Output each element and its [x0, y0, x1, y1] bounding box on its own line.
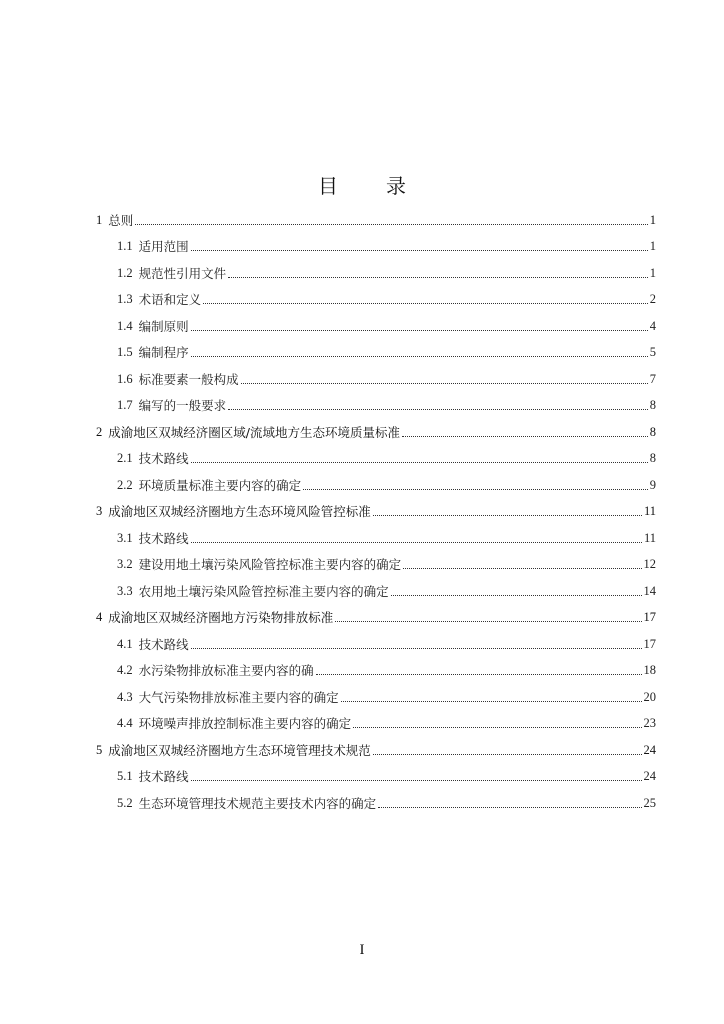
toc-section-entry[interactable] [96, 519, 656, 546]
toc-section-entry[interactable] [96, 440, 656, 467]
toc-entry-title: 技术路线 [138, 636, 189, 652]
toc-section-entry[interactable] [96, 334, 656, 361]
toc-dot-leader [191, 780, 642, 781]
toc-entry-title: 大气污染物排放标准主要内容的确定 [138, 689, 339, 705]
toc-section-entry[interactable] [96, 387, 656, 414]
toc-section-entry[interactable] [96, 360, 656, 387]
toc-section-entry[interactable] [96, 281, 656, 308]
toc-dot-leader [228, 409, 648, 410]
toc-dot-leader [191, 250, 648, 251]
toc-section-entry[interactable] [96, 466, 656, 493]
toc-entry-page: 9 [649, 477, 656, 492]
toc-section-entry[interactable] [96, 652, 656, 679]
toc-entry-page: 7 [649, 371, 656, 386]
toc-entry-page: 1 [649, 212, 656, 227]
toc-entry-page: 8 [649, 424, 656, 439]
toc-section-entry[interactable] [96, 758, 656, 785]
toc-section-entry[interactable] [96, 546, 656, 573]
toc-entry-title: 技术路线 [138, 530, 189, 546]
toc-entry-number: 5.1 [117, 769, 133, 783]
toc-chapter-entry[interactable] [96, 493, 656, 520]
toc-section-entry[interactable] [96, 307, 656, 334]
toc-dot-leader [191, 330, 648, 331]
toc-entry-title: 编制程序 [138, 345, 189, 360]
toc-dot-leader [402, 436, 648, 437]
toc-entry-title: 编写的一般要求 [138, 398, 227, 413]
toc-entry-number: 5 [96, 742, 103, 757]
toc-entry-page: 17 [643, 610, 656, 624]
toc-entry-page: 11 [643, 504, 656, 518]
toc-entry-page: 8 [649, 451, 656, 465]
toc-chapter-entry[interactable] [96, 599, 656, 626]
toc-entry-title: 环境噪声排放控制标准主要内容的确定 [138, 716, 352, 731]
toc-dot-leader [391, 595, 642, 596]
toc-chapter-entry[interactable] [96, 413, 656, 440]
toc-entry-page: 14 [643, 583, 656, 598]
toc-entry-title: 技术路线 [138, 451, 189, 466]
toc-dot-leader [373, 754, 642, 755]
toc-section-entry[interactable] [96, 254, 656, 281]
toc-entry-page: 5 [649, 345, 656, 359]
toc-entry-title: 标准要素一般构成 [138, 371, 239, 387]
toc-entry-title: 成渝地区双城经济圈地方生态环境风险管控标准 [108, 504, 371, 519]
toc-entry-number: 1.1 [117, 239, 133, 253]
toc-entry-number: 1 [96, 212, 103, 227]
toc-entry-title: 成渝地区双城经济圈地方生态环境管理技术规范 [108, 742, 371, 758]
toc-chapter-entry[interactable] [96, 201, 656, 228]
toc-dot-leader [203, 303, 648, 304]
toc-entry-number: 3.3 [117, 583, 133, 598]
toc-entry-number: 4.4 [117, 716, 133, 730]
toc-dot-leader [303, 489, 648, 490]
toc-entry-number: 4.2 [117, 663, 133, 677]
toc-entry-number: 1.3 [117, 292, 133, 306]
toc-entry-title: 规范性引用文件 [138, 265, 227, 281]
toc-dot-leader [378, 807, 641, 808]
toc-entry-number: 1.5 [117, 345, 133, 359]
toc-dot-leader [228, 277, 648, 278]
toc-dot-leader [403, 568, 641, 569]
toc-chapter-entry[interactable] [96, 731, 656, 758]
toc-section-entry[interactable] [96, 625, 656, 652]
toc-entry-page: 1 [649, 265, 656, 280]
toc-dot-leader [241, 383, 648, 384]
toc-entry-number: 2.2 [117, 477, 133, 492]
toc-entry-title: 环境质量标准主要内容的确定 [138, 477, 302, 493]
toc-entry-number: 4.3 [117, 689, 133, 704]
toc-entry-page: 24 [643, 769, 656, 783]
toc-entry-title: 生态环境管理技术规范主要技术内容的确定 [138, 795, 377, 811]
toc-entry-page: 24 [643, 742, 656, 757]
toc-dot-leader [191, 648, 642, 649]
toc-entry-title: 编制原则 [138, 318, 189, 334]
toc-section-entry[interactable] [96, 228, 656, 255]
toc-section-entry[interactable] [96, 678, 656, 705]
toc-dot-leader [341, 701, 642, 702]
toc-entry-page: 23 [643, 716, 656, 730]
toc-entry-title: 成渝地区双城经济圈地方污染物排放标准 [108, 610, 334, 625]
toc-entry-number: 1.2 [117, 265, 133, 280]
toc-entry-page: 2 [649, 292, 656, 306]
toc-dot-leader [316, 674, 642, 675]
toc-dot-leader [353, 727, 641, 728]
toc-dot-leader [135, 224, 647, 225]
toc-entry-number: 4.1 [117, 636, 133, 651]
toc-entry-title: 农用地土壤污染风险管控标准主要内容的确定 [138, 583, 389, 599]
toc-entry-number: 1.7 [117, 398, 133, 412]
toc-entry-page: 11 [643, 530, 656, 545]
toc-entry-title: 水污染物排放标准主要内容的确 [138, 663, 314, 678]
toc-dot-leader [373, 515, 642, 516]
toc-entry-number: 1.6 [117, 371, 133, 386]
toc-section-entry[interactable] [96, 705, 656, 732]
toc-entry-page: 4 [649, 318, 656, 333]
toc-entry-page: 25 [643, 795, 656, 810]
toc-entry-page: 12 [643, 557, 656, 571]
toc-entry-page: 1 [649, 239, 656, 253]
toc-entry-number: 1.4 [117, 318, 133, 333]
toc-entry-page: 8 [649, 398, 656, 412]
toc-entry-number: 4 [96, 610, 103, 624]
toc-entry-number: 3.1 [117, 530, 133, 545]
toc-dot-leader [191, 462, 648, 463]
toc-entry-number: 2.1 [117, 451, 133, 465]
toc-dot-leader [191, 356, 648, 357]
toc-entry-number: 3 [96, 504, 103, 518]
page-number: I [359, 942, 365, 958]
toc-entry-number: 2 [96, 424, 103, 439]
toc-entry-page: 18 [643, 663, 656, 677]
toc-entry-title: 总则 [108, 212, 134, 228]
toc-entry-title: 术语和定义 [138, 292, 202, 307]
toc-entry-page: 20 [643, 689, 656, 704]
table-of-contents [96, 201, 656, 811]
toc-entry-number: 5.2 [117, 795, 133, 810]
toc-entry-title: 建设用地土壤污染风险管控标准主要内容的确定 [138, 557, 402, 572]
toc-entry-title: 适用范围 [138, 239, 189, 254]
toc-entry-number: 3.2 [117, 557, 133, 571]
toc-dot-leader [191, 542, 642, 543]
toc-entry-page: 17 [643, 636, 656, 651]
toc-title: 目 录 [318, 174, 420, 198]
toc-dot-leader [335, 621, 641, 622]
toc-entry-title: 成渝地区双城经济圈区域/流域地方生态环境质量标准 [108, 424, 400, 440]
toc-section-entry[interactable] [96, 572, 656, 599]
toc-entry-title: 技术路线 [138, 769, 189, 784]
toc-section-entry[interactable] [96, 784, 656, 811]
